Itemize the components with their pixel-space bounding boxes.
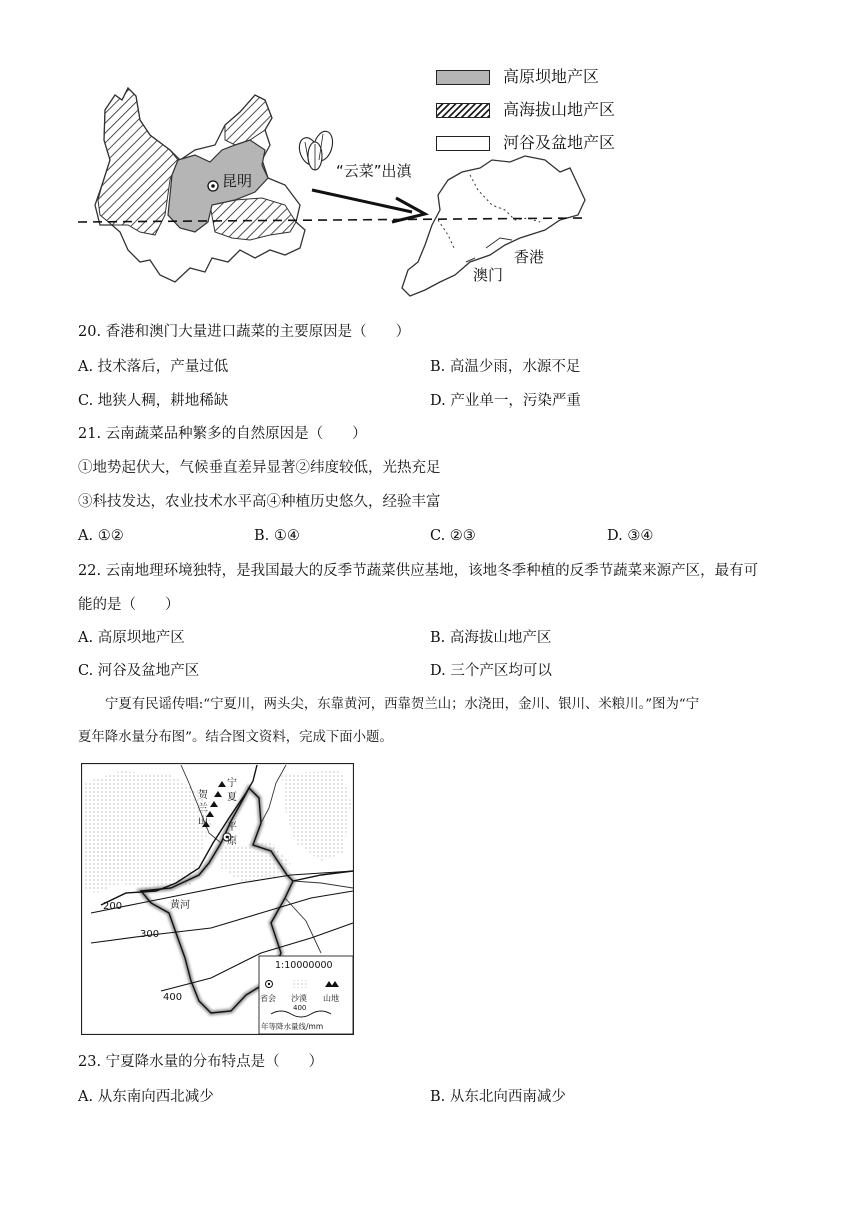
option-a: A. ①②: [78, 528, 124, 544]
kunming-label: 昆明: [222, 172, 253, 190]
option-d: D. 产业单一，污染严重: [430, 393, 581, 409]
question-stem-cont: 能的是（ ）: [78, 597, 180, 613]
question-stem: 22. 云南地理环境独特，是我国最大的反季节蔬菜供应基地，该地冬季种植的反季节蔬菜来源产区，最有可: [78, 563, 759, 579]
statement-line: ③科技发达，农业技术水平高④种植历史悠久，经验丰富: [78, 494, 441, 510]
legend-desert-label: 沙漠: [291, 994, 307, 1003]
yellow-river-label: 黄河: [170, 900, 190, 911]
option-b: B. 高温少雨，水源不足: [430, 359, 581, 375]
option-a: A. 从东南向西北减少: [78, 1089, 214, 1105]
legend-swatch-white: [436, 136, 490, 151]
statement-line: ①地势起伏大，气候垂直差异显著②纬度较低，光热充足: [78, 460, 441, 476]
isohyet-300-label: 300: [140, 929, 160, 940]
hongkong-label: 香港: [514, 248, 545, 266]
export-arrow-shaft: [312, 190, 412, 212]
legend-label-valley: 河谷及盆地产区: [503, 133, 616, 152]
ningxia-map-figure: [81, 763, 354, 1035]
option-a: A. 高原坝地产区: [78, 630, 185, 646]
legend-swatch-gray: [436, 70, 490, 85]
legend-isohyet-label: 年等降水量线/mm: [261, 1022, 324, 1031]
option-b: B. 从东北向西南减少: [430, 1089, 566, 1105]
legend-label-mountain: 高海拔山地产区: [503, 100, 616, 119]
export-label: “云菜”出滇: [336, 162, 412, 180]
passage-line: 夏年降水量分布图”。结合图文资料，完成下面小题。: [78, 730, 393, 745]
question-stem: 21. 云南蔬菜品种繁多的自然原因是（ ）: [78, 426, 367, 442]
macao-label: 澳门: [473, 266, 504, 284]
isohyet-400-label: 400: [163, 992, 183, 1003]
legend-desert-swatch: [292, 980, 308, 988]
yunnan-map-figure: [0, 0, 860, 310]
ningxia-plain-label: 宁 夏 平 原: [227, 778, 237, 847]
legend-swatch-hatch: [436, 103, 490, 118]
legend-isohyet-value: 400: [293, 1004, 307, 1012]
option-d: D. 三个产区均可以: [430, 663, 552, 679]
passage-line: 宁夏有民谣传唱:“宁夏川，两头尖，东靠黄河，西靠贺兰山；水浇田，金川、银川、米粮川。”图为“宁: [105, 697, 700, 712]
option-c: C. 河谷及盆地产区: [78, 663, 200, 679]
legend-capital-label: 省会: [260, 994, 276, 1003]
option-d: D. ③④: [607, 528, 654, 544]
cabbage-icon: [296, 129, 336, 170]
option-c: C. 地狭人稠，耕地稀缺: [78, 393, 229, 409]
yunnan-map-drawing: [0, 0, 860, 310]
option-c: C. ②③: [430, 528, 476, 544]
ningxia-map-drawing: [81, 763, 354, 1035]
option-b: B. 高海拔山地产区: [430, 630, 552, 646]
question-stem: 23. 宁夏降水量的分布特点是（ ）: [78, 1054, 324, 1070]
helan-label: 贺 兰 山: [198, 790, 208, 827]
question-stem: 20. 香港和澳门大量进口蔬菜的主要原因是（ ）: [78, 324, 411, 340]
option-a: A. 技术落后，产量过低: [78, 359, 229, 375]
legend-label-plateau: 高原坝地产区: [503, 67, 600, 86]
legend-scale: 1:10000000: [275, 960, 333, 971]
option-b: B. ①④: [254, 528, 300, 544]
isohyet-200-label: 200: [103, 901, 123, 912]
legend-mountain-label: 山地: [323, 994, 339, 1003]
